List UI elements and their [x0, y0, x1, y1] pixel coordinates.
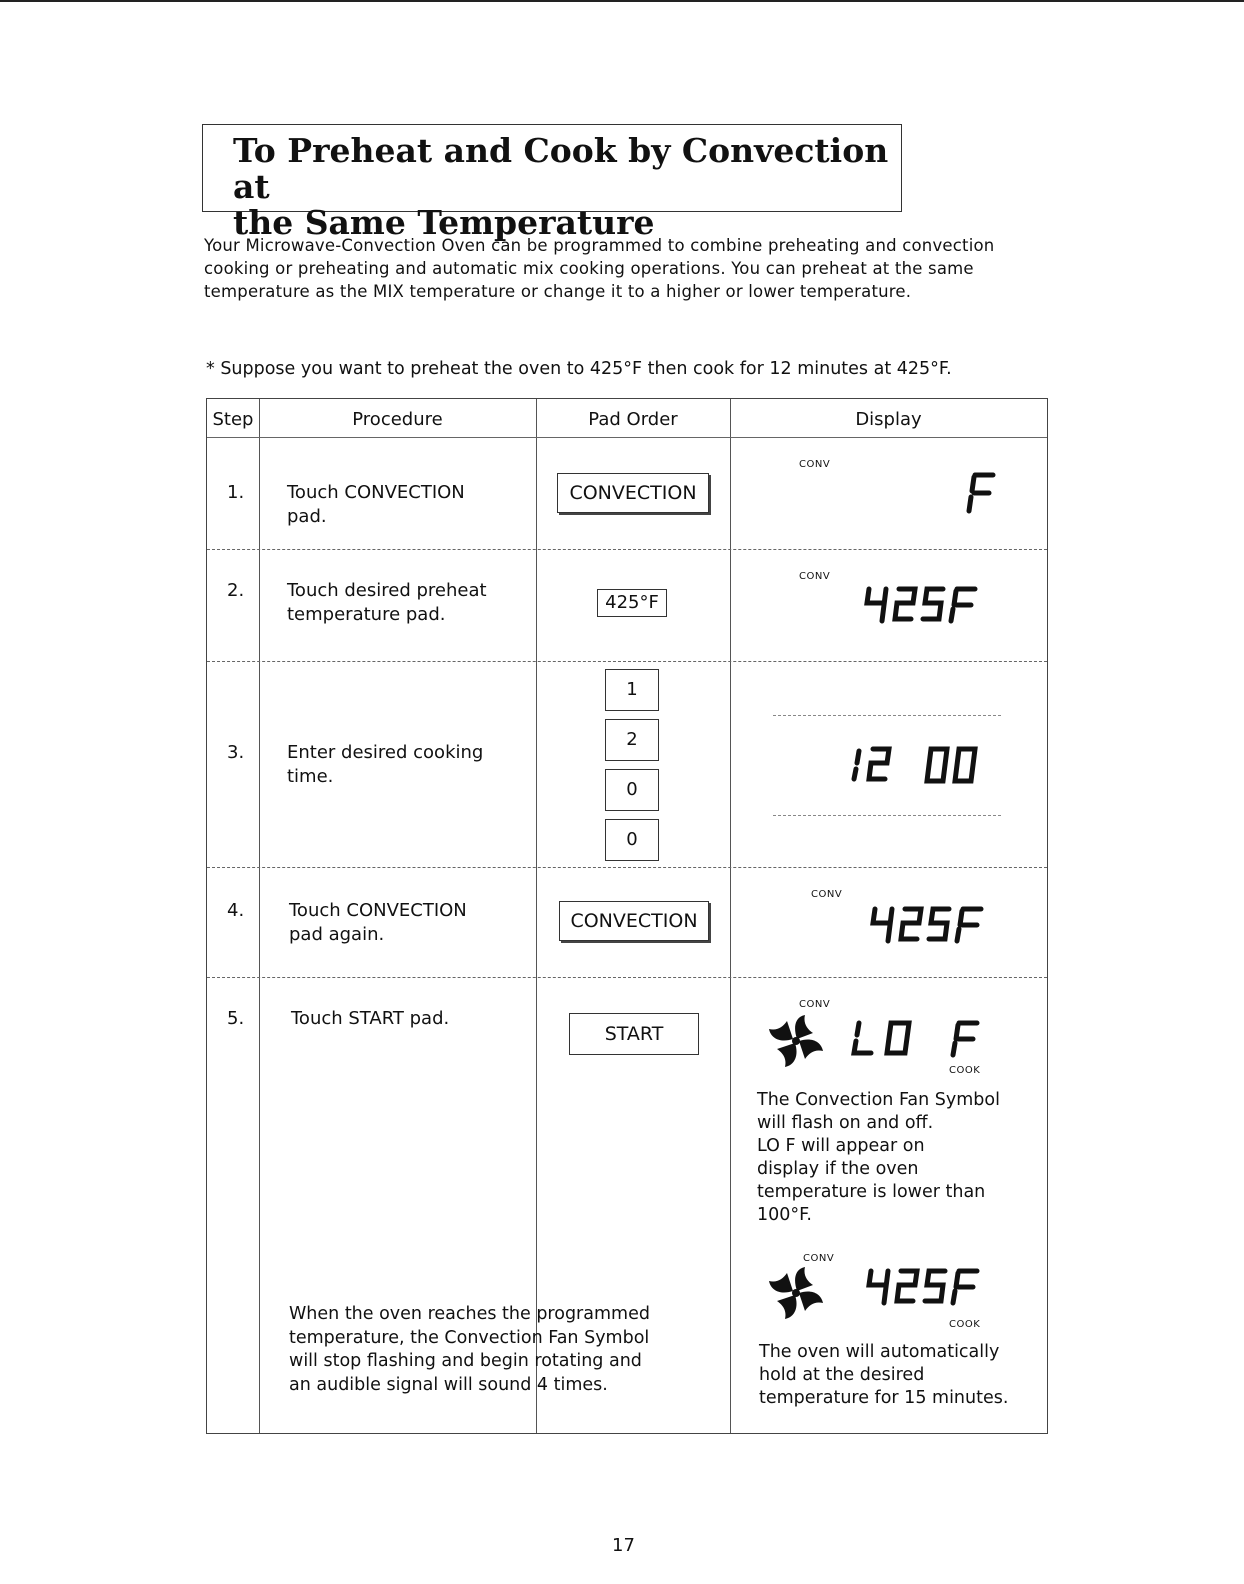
row-divider: [207, 549, 1047, 550]
col-divider: [259, 399, 260, 1433]
display-note: [757, 1089, 1000, 1227]
procedure-table: [206, 398, 1048, 1434]
conv-indicator: CONV: [799, 999, 831, 1010]
procedure-line: temperature pad.: [287, 604, 446, 625]
note-line: display if the oven: [757, 1159, 919, 1179]
step-number: 2.: [227, 580, 245, 601]
step-procedure: [287, 579, 487, 627]
note-line: hold at the desired: [759, 1365, 925, 1385]
step-number: 3.: [227, 742, 245, 763]
row-divider: [207, 867, 1047, 868]
step-procedure: [287, 481, 465, 529]
step-procedure: [287, 741, 483, 789]
lcd-segment: [969, 497, 971, 511]
row-divider: [207, 977, 1047, 978]
top-rule: [0, 0, 1244, 2]
conv-indicator: CONV: [799, 571, 831, 582]
lcd-display-1200: [843, 739, 1003, 799]
lcd-frame-line: [773, 815, 1001, 816]
col-divider: [536, 399, 537, 1433]
step-procedure: Touch START pad.: [291, 1008, 450, 1029]
step-procedure-extra: [289, 1303, 650, 1397]
conv-indicator: CONV: [811, 889, 843, 900]
lcd-display-425f: [857, 579, 997, 639]
step-procedure: [289, 899, 467, 947]
convection-pad: CONVECTION: [557, 473, 709, 513]
example-note: * Suppose you want to preheat the oven to 425°F then cook for 12 minutes at 425°F.: [206, 359, 952, 379]
conv-indicator: CONV: [799, 459, 831, 470]
note-line: The Convection Fan Symbol: [757, 1090, 1000, 1110]
header-step: Step: [212, 409, 254, 430]
title-line-2: the Same Temperature: [233, 203, 655, 242]
lcd-segment: [972, 477, 974, 491]
digit-pad-2: 2: [605, 719, 659, 761]
convection-fan-icon: [763, 1263, 833, 1323]
digit-pad-0: 0: [605, 769, 659, 811]
display-note: [759, 1341, 1008, 1410]
lcd-display-425f: [863, 899, 1003, 959]
procedure-line: pad again.: [289, 924, 385, 945]
note-line: temperature is lower than: [757, 1182, 986, 1202]
procedure-line: pad.: [287, 506, 327, 527]
procedure-line: Touch CONVECTION: [289, 900, 467, 921]
conv-indicator: CONV: [803, 1253, 835, 1264]
header-procedure: Procedure: [352, 409, 443, 430]
note-line: 100°F.: [757, 1205, 812, 1225]
note-line: The oven will automatically: [759, 1342, 1000, 1362]
header-pad-order: Pad Order: [588, 409, 678, 430]
procedure-line: Touch CONVECTION: [287, 482, 465, 503]
procedure-line: time.: [287, 766, 334, 787]
procedure-line: will stop flashing and begin rotating and: [289, 1351, 642, 1371]
temperature-425-pad: 425°F: [597, 589, 667, 617]
cook-indicator: COOK: [949, 1319, 981, 1330]
header-display: Display: [855, 409, 922, 430]
title-line-1: To Preheat and Cook by Convection at: [233, 131, 889, 206]
note-line: will flash on and off.: [757, 1113, 934, 1133]
lcd-display-f: [947, 469, 1007, 519]
title-box: [202, 124, 902, 242]
page-number: 17: [612, 1535, 635, 1556]
step-number: 4.: [227, 900, 245, 921]
convection-pad: CONVECTION: [559, 901, 709, 941]
procedure-line: When the oven reaches the programmed: [289, 1304, 650, 1324]
lcd-display-lo-f: [847, 1011, 997, 1071]
procedure-line: Touch desired preheat: [287, 580, 487, 601]
start-pad: START: [569, 1013, 699, 1055]
procedure-line: an audible signal will sound 4 times.: [289, 1374, 608, 1395]
page-title: [233, 133, 901, 241]
row-divider: [207, 437, 1047, 438]
digit-pad-1: 1: [605, 669, 659, 711]
lcd-frame-line: [773, 715, 1001, 716]
step-number: 5.: [227, 1008, 245, 1029]
procedure-line: temperature, the Convection Fan Symbol: [289, 1327, 650, 1348]
intro-paragraph: Your Microwave-Convection Oven can be programmed to combine preheating and convection cooking or preheating and automatic mix cooking operations. You can preheat at the same temperature as the MIX temperature or change it to a higher or lower temperature.: [204, 236, 995, 301]
lcd-display-425f: [859, 1261, 999, 1321]
note-line: LO F will appear on: [757, 1136, 925, 1156]
cook-indicator: COOK: [949, 1065, 981, 1076]
convection-fan-icon: [763, 1011, 833, 1071]
procedure-line: Enter desired cooking: [287, 742, 484, 763]
digit-pad-0: 0: [605, 819, 659, 861]
col-divider: [730, 399, 731, 1433]
row-divider: [207, 661, 1047, 662]
note-line: temperature for 15 minutes.: [759, 1388, 1009, 1408]
step-number: 1.: [227, 482, 245, 503]
